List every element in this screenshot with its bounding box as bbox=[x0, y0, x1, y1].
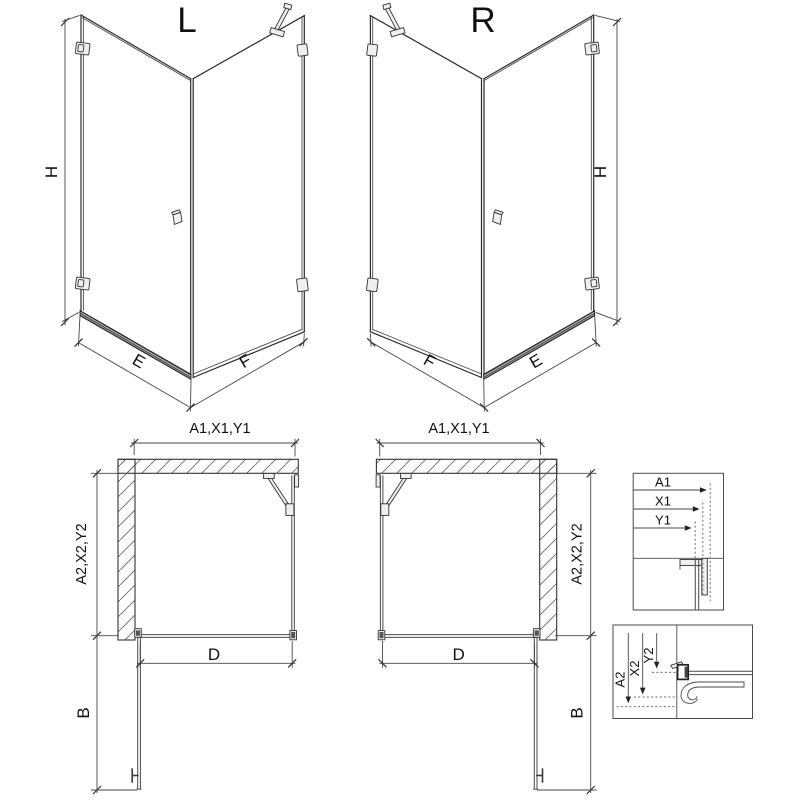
side-wall-right-plan bbox=[540, 459, 557, 640]
plan-width-label-right: A1,X1,Y1 bbox=[428, 421, 490, 437]
back-wall-right-plan bbox=[376, 459, 556, 473]
plan-depth-label-left: A2,X2,Y2 bbox=[74, 523, 90, 585]
opening-label-left: D bbox=[207, 645, 221, 664]
door-width-label-left: B bbox=[74, 707, 93, 719]
front-width-label-left: E bbox=[129, 350, 149, 373]
height-label-left: H bbox=[42, 165, 61, 179]
opening-label-right: D bbox=[452, 645, 465, 664]
detail-view-width-dims bbox=[633, 473, 723, 610]
plan-view-left bbox=[91, 439, 299, 794]
plan-view-right bbox=[376, 439, 597, 794]
detail-a2-label: A2 bbox=[612, 671, 628, 688]
tray-profile-section bbox=[671, 662, 753, 704]
plan-width-label-left: A1,X1,Y1 bbox=[189, 421, 251, 437]
plan-depth-label-right: A2,X2,Y2 bbox=[569, 523, 586, 585]
back-wall-left-plan bbox=[118, 459, 298, 473]
detail-a1-label: A1 bbox=[655, 474, 671, 490]
variant-right-label: R bbox=[470, 1, 496, 40]
wall-profile-section bbox=[680, 558, 707, 609]
height-label-right: H bbox=[591, 165, 610, 179]
detail-x2-label: X2 bbox=[627, 660, 642, 677]
detail-view-depth-dims bbox=[613, 625, 753, 719]
detail-y1-label: Y1 bbox=[655, 512, 671, 528]
front-width-label-right: E bbox=[526, 350, 546, 373]
detail-y2-label: Y2 bbox=[641, 647, 656, 664]
door-width-label-right: B bbox=[567, 707, 587, 719]
perspective-view-left bbox=[61, 3, 308, 411]
variant-left-label: L bbox=[177, 1, 197, 40]
side-width-label-right: F bbox=[420, 350, 439, 373]
detail-x1-label: X1 bbox=[655, 493, 671, 509]
side-wall-left-plan bbox=[118, 459, 135, 640]
side-width-label-left: F bbox=[235, 350, 255, 373]
perspective-view-right bbox=[366, 3, 621, 411]
detail-arrows-depth bbox=[617, 633, 679, 707]
